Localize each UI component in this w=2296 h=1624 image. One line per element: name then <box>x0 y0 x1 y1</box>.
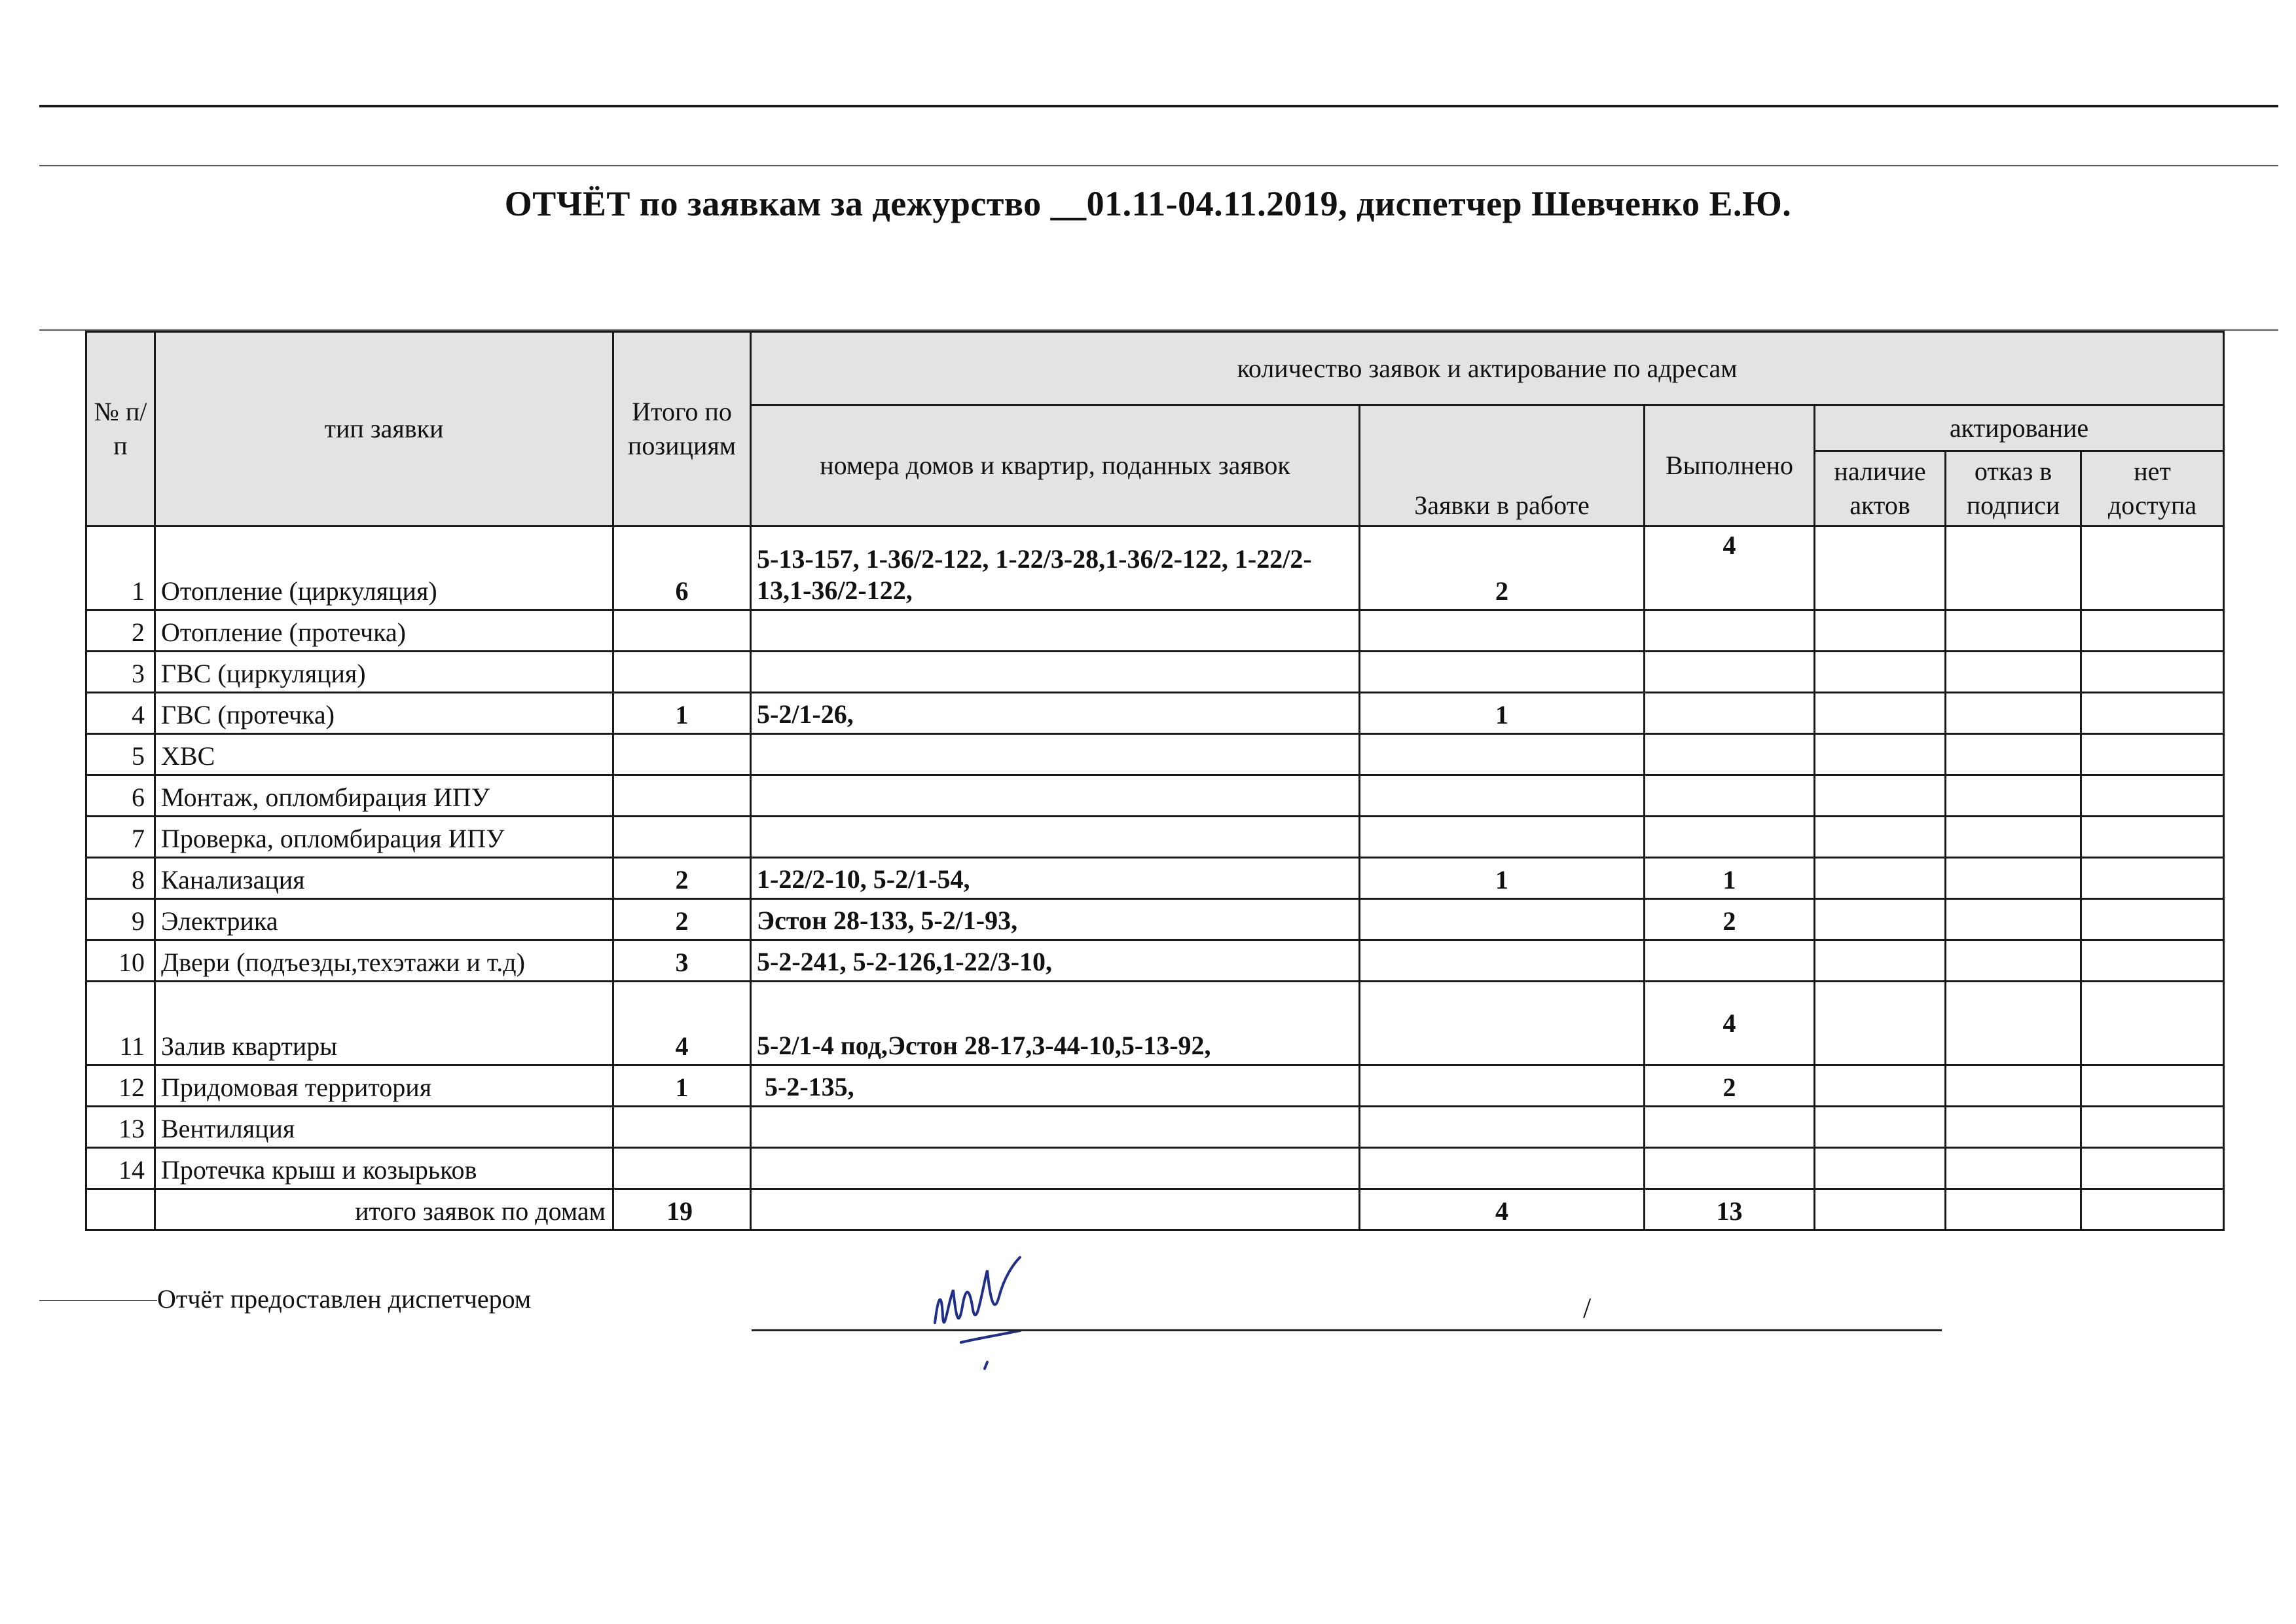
row-act-noaccess <box>2081 817 2224 858</box>
totals-act-refused <box>1946 1189 2081 1230</box>
signature-slash: / <box>1583 1292 1592 1324</box>
row-act-refused <box>1946 858 2081 899</box>
table-row <box>86 817 2224 858</box>
row-in-work <box>1360 1148 1645 1189</box>
row-type: Электрика <box>155 899 613 940</box>
row-type: Отопление (циркуляция) <box>155 526 613 610</box>
row-done <box>1645 610 1815 652</box>
row-in-work <box>1360 652 1645 693</box>
row-total: 1 <box>613 1065 751 1107</box>
row-done: 2 <box>1645 1065 1815 1107</box>
row-in-work: 2 <box>1360 526 1645 610</box>
row-total: 1 <box>613 693 751 734</box>
totals-act-present <box>1815 1189 1946 1230</box>
header-act-refused: отказ в подписи <box>1946 451 2081 526</box>
row-in-work <box>1360 610 1645 652</box>
row-done <box>1645 940 1815 982</box>
row-act-present <box>1815 1065 1946 1107</box>
row-in-work <box>1360 982 1645 1065</box>
row-done <box>1645 693 1815 734</box>
row-done: 4 <box>1645 526 1815 610</box>
row-act-noaccess <box>2081 1065 2224 1107</box>
row-addresses <box>751 817 1360 858</box>
row-total <box>613 817 751 858</box>
row-done <box>1645 734 1815 775</box>
row-in-work <box>1360 1107 1645 1148</box>
row-num: 2 <box>86 610 155 652</box>
row-act-noaccess <box>2081 775 2224 817</box>
header-act-group: актирование <box>1815 405 2224 451</box>
row-in-work: 1 <box>1360 693 1645 734</box>
row-addresses <box>751 1148 1360 1189</box>
row-in-work: 1 <box>1360 858 1645 899</box>
header-total: Итого по позициям <box>613 332 751 526</box>
row-act-refused <box>1946 775 2081 817</box>
row-act-present <box>1815 734 1946 775</box>
row-type: Залив квартиры <box>155 982 613 1065</box>
row-addresses: 5-2/1-4 под,Эстон 28-17,3-44-10,5-13-92, <box>751 982 1360 1065</box>
header-in-work: Заявки в работе <box>1360 405 1645 526</box>
row-act-noaccess <box>2081 1107 2224 1148</box>
row-done: 2 <box>1645 899 1815 940</box>
row-act-refused <box>1946 526 2081 610</box>
row-type: ГВС (протечка) <box>155 693 613 734</box>
totals-in-work: 4 <box>1360 1189 1645 1230</box>
row-act-refused <box>1946 610 2081 652</box>
row-total: 6 <box>613 526 751 610</box>
top-rule-1 <box>39 105 2278 107</box>
row-num: 1 <box>86 526 155 610</box>
row-act-noaccess <box>2081 899 2224 940</box>
row-addresses: 5-2-135, <box>751 1065 1360 1107</box>
top-rule-2 <box>39 165 2278 166</box>
row-act-refused <box>1946 693 2081 734</box>
header-done: Выполнено <box>1645 405 1815 526</box>
row-total: 2 <box>613 899 751 940</box>
row-addresses: 5-2-241, 5-2-126,1-22/3-10, <box>751 940 1360 982</box>
row-num: 3 <box>86 652 155 693</box>
totals-act-noaccess <box>2081 1189 2224 1230</box>
row-num: 5 <box>86 734 155 775</box>
row-act-present <box>1815 858 1946 899</box>
row-total <box>613 734 751 775</box>
row-num: 6 <box>86 775 155 817</box>
row-addresses <box>751 775 1360 817</box>
row-act-present <box>1815 1107 1946 1148</box>
row-in-work <box>1360 817 1645 858</box>
table-row <box>86 693 2224 734</box>
row-act-present <box>1815 899 1946 940</box>
totals-row <box>86 1189 2224 1230</box>
table-row <box>86 1148 2224 1189</box>
row-act-noaccess <box>2081 610 2224 652</box>
row-act-present <box>1815 982 1946 1065</box>
totals-addresses <box>751 1189 1360 1230</box>
row-act-refused <box>1946 817 2081 858</box>
signature-line <box>752 1329 1942 1331</box>
row-act-present <box>1815 652 1946 693</box>
header-act-noaccess: нет доступа <box>2081 451 2224 526</box>
row-act-refused <box>1946 1148 2081 1189</box>
header-group: количество заявок и актирование по адресам <box>751 332 2224 405</box>
row-type: ХВС <box>155 734 613 775</box>
row-type: Вентиляция <box>155 1107 613 1148</box>
row-act-noaccess <box>2081 940 2224 982</box>
header-type: тип заявки <box>155 332 613 526</box>
row-type: Монтаж, опломбирация ИПУ <box>155 775 613 817</box>
row-in-work <box>1360 775 1645 817</box>
row-act-present <box>1815 1148 1946 1189</box>
row-done: 1 <box>1645 858 1815 899</box>
header-num: № п/п <box>86 332 155 526</box>
page-title: ОТЧЁТ по заявкам за дежурство __01.11-04.11.2019, диспетчер Шевченко Е.Ю. <box>504 184 1792 223</box>
row-in-work <box>1360 734 1645 775</box>
row-addresses <box>751 734 1360 775</box>
row-num: 12 <box>86 1065 155 1107</box>
row-addresses <box>751 652 1360 693</box>
row-done <box>1645 775 1815 817</box>
row-act-noaccess <box>2081 693 2224 734</box>
row-total: 2 <box>613 858 751 899</box>
row-act-noaccess <box>2081 652 2224 693</box>
table-row <box>86 652 2224 693</box>
row-in-work <box>1360 940 1645 982</box>
signature-mark <box>922 1244 1053 1375</box>
row-type: Протечка крыш и козырьков <box>155 1148 613 1189</box>
row-act-present <box>1815 693 1946 734</box>
row-addresses <box>751 610 1360 652</box>
row-total <box>613 1148 751 1189</box>
row-total <box>613 1107 751 1148</box>
table-row <box>86 899 2224 940</box>
row-act-refused <box>1946 1065 2081 1107</box>
row-act-refused <box>1946 734 2081 775</box>
row-done <box>1645 652 1815 693</box>
row-total <box>613 610 751 652</box>
row-num: 13 <box>86 1107 155 1148</box>
row-num: 11 <box>86 982 155 1065</box>
row-type: Отопление (протечка) <box>155 610 613 652</box>
row-num: 9 <box>86 899 155 940</box>
table-row <box>86 1107 2224 1148</box>
table-row <box>86 526 2224 610</box>
row-act-present <box>1815 526 1946 610</box>
row-type: Придомовая территория <box>155 1065 613 1107</box>
totals-done: 13 <box>1645 1189 1815 1230</box>
row-type: Двери (подъезды,техэтажи и т.д) <box>155 940 613 982</box>
totals-total: 19 <box>613 1189 751 1230</box>
row-total <box>613 775 751 817</box>
row-act-refused <box>1946 652 2081 693</box>
row-addresses <box>751 1107 1360 1148</box>
row-num: 4 <box>86 693 155 734</box>
table-row <box>86 858 2224 899</box>
row-addresses: 5-2/1-26, <box>751 693 1360 734</box>
row-num: 8 <box>86 858 155 899</box>
row-act-present <box>1815 817 1946 858</box>
row-act-present <box>1815 775 1946 817</box>
table-row <box>86 734 2224 775</box>
row-addresses: 5-13-157, 1-36/2-122, 1-22/3-28,1-36/2-122, 1-22/2-13,1-36/2-122, <box>751 526 1360 610</box>
row-num: 14 <box>86 1148 155 1189</box>
footer-label: Отчёт предоставлен диспетчером <box>157 1284 532 1314</box>
row-act-refused <box>1946 899 2081 940</box>
row-addresses: Эстон 28-133, 5-2/1-93, <box>751 899 1360 940</box>
row-done <box>1645 817 1815 858</box>
row-total <box>613 652 751 693</box>
row-done <box>1645 1107 1815 1148</box>
header-act-present: наличие актов <box>1815 451 1946 526</box>
row-act-present <box>1815 610 1946 652</box>
row-act-noaccess <box>2081 734 2224 775</box>
row-act-noaccess <box>2081 858 2224 899</box>
row-num: 7 <box>86 817 155 858</box>
row-done <box>1645 1148 1815 1189</box>
row-num: 10 <box>86 940 155 982</box>
row-total: 4 <box>613 982 751 1065</box>
row-done: 4 <box>1645 982 1815 1065</box>
table-row <box>86 982 2224 1065</box>
row-act-refused <box>1946 982 2081 1065</box>
row-act-noaccess <box>2081 1148 2224 1189</box>
row-in-work <box>1360 899 1645 940</box>
row-type: ГВС (циркуляция) <box>155 652 613 693</box>
row-type: Проверка, опломбирация ИПУ <box>155 817 613 858</box>
row-act-noaccess <box>2081 982 2224 1065</box>
row-addresses: 1-22/2-10, 5-2/1-54, <box>751 858 1360 899</box>
row-act-present <box>1815 940 1946 982</box>
table-row <box>86 610 2224 652</box>
row-total: 3 <box>613 940 751 982</box>
row-type: Канализация <box>155 858 613 899</box>
row-act-refused <box>1946 940 2081 982</box>
table-row <box>86 1065 2224 1107</box>
header-addresses: номера домов и квартир, поданных заявок <box>751 405 1360 526</box>
report-table <box>85 331 2225 1231</box>
row-act-noaccess <box>2081 526 2224 610</box>
totals-num <box>86 1189 155 1230</box>
totals-label: итого заявок по домам <box>155 1189 613 1230</box>
table-row <box>86 775 2224 817</box>
row-in-work <box>1360 1065 1645 1107</box>
row-act-refused <box>1946 1107 2081 1148</box>
table-row <box>86 940 2224 982</box>
footer-rule <box>39 1300 157 1301</box>
